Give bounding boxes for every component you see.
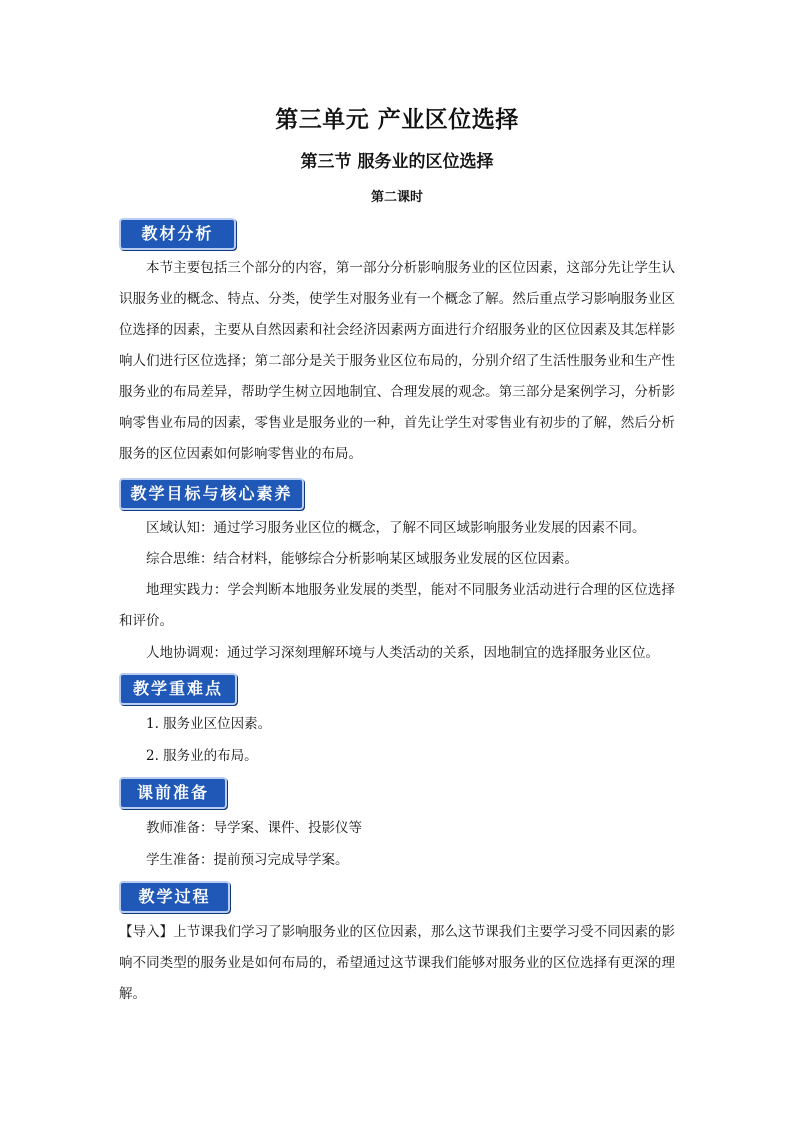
keypoint-item: 1. 服务业区位因素。 [146, 716, 272, 732]
heading-analysis: 教材分析 [119, 218, 236, 250]
heading-preparation: 课前准备 [119, 777, 227, 809]
heading-keypoints: 教学重难点 [119, 673, 237, 705]
goal-item-regional: 区域认知：通过学习服务业区位的概念，了解不同区域影响服务业发展的因素不同。 [146, 520, 646, 536]
goal-item-practice: 地理实践力：学会判断本地服务业发展的类型，能对不同服务业活动进行合理的区位选择和评价。 [119, 582, 675, 629]
prep-student: 学生准备：提前预习完成导学案。 [146, 852, 349, 868]
prep-teacher: 教师准备：导学案、课件、投影仪等 [146, 820, 362, 836]
heading-process: 教学过程 [119, 881, 230, 913]
heading-goals: 教学目标与核心素养 [119, 478, 304, 510]
goal-item-harmony: 人地协调观：通过学习深刻理解环境与人类活动的关系，因地制宜的选择服务业区位。 [146, 645, 659, 661]
section-title: 第三节 服务业的区位选择 [300, 152, 494, 172]
goal-item-thinking: 综合思维：结合材料，能够综合分析影响某区域服务业发展的区位因素。 [146, 551, 578, 567]
unit-title: 第三单元 产业区位选择 [275, 107, 519, 133]
process-intro-paragraph: 【导入】上节课我们学习了影响服务业的区位因素，那么这节课我们主要学习受不同因素的影响不同类型的服务业是如何布局的，希望通过这节课我们能够对服务业的区位选择有更深的理解。 [119, 924, 675, 1002]
keypoint-item: 2. 服务业的布局。 [146, 748, 258, 764]
period-label: 第二课时 [370, 190, 423, 205]
analysis-paragraph: 本节主要包括三个部分的内容，第一部分分析影响服务业的区位因素，这部分先让学生认识服务业的概念、特点、分类，使学生对服务业有一个概念了解。然后重点学习影响服务业区位选择的因素，主要从自然因素和社会经济因素两方面进行介绍服务业的区位因素及其怎样影响人们进行区位选择；第二部分是关于服务业区位布局的，分别介绍了生活性服务业和生产性服务业的布局差异，帮助学生树立因地制宜、合理发展的观念。第三部分是案例学习，分析影响零售业布局的因素，零售业是服务业的一种，首先让学生对零售业有初步的了解，然后分析服务的区位因素如何影响零售业的布局。 [119, 260, 675, 462]
